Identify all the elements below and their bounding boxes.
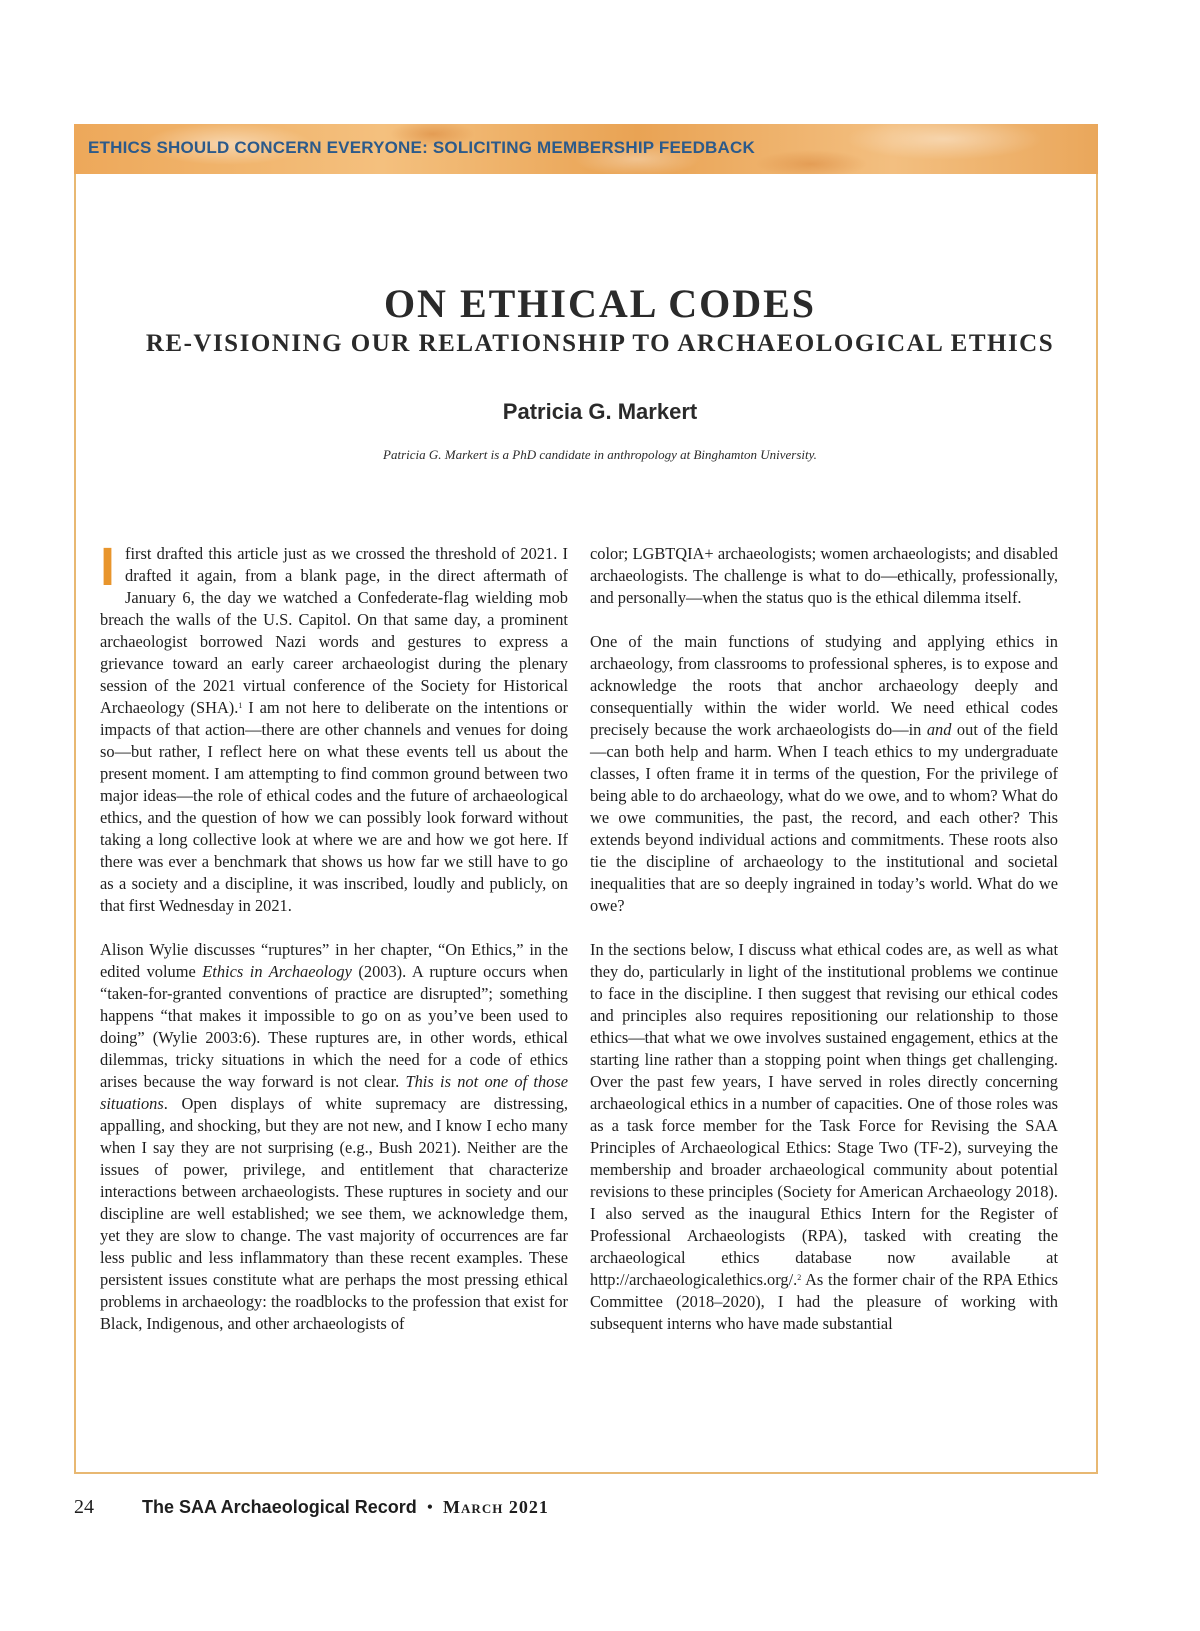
footnote-ref-2: 2 (797, 1273, 802, 1282)
paragraph-4: One of the main functions of studying and applying ethics in archaeology, from classrooms to professional spheres, is to expose and acknowledge the roots that anchor archaeology deeply and consequentially within the wider world. We need ethical codes precisely because the work archaeologists do—in and out of the field—can both help and harm. When I teach ethics to my undergraduate classes, I often frame it in terms of the question, For the privilege of being able to do archaeology, what do we owe, and to whom? What do we owe communities, the past, the record, and each other? This extends beyond individual actions and commitments. These roots also tie the discipline of archaeology to the institutional and societal inequalities that are so deeply ingrained in today’s world. What do we owe? (590, 632, 1058, 915)
banner-text: ETHICS SHOULD CONCERN EVERYONE: SOLICITING MEMBERSHIP FEEDBACK (88, 138, 755, 157)
drop-cap: I (100, 537, 116, 597)
issue-date: March 2021 (443, 1497, 549, 1517)
article-subtitle: RE-VISIONING OUR RELATIONSHIP TO ARCHAEOLOGICAL ETHICS (145, 330, 1055, 357)
right-column (590, 543, 1058, 1357)
author-name: Patricia G. Markert (502, 399, 698, 424)
page-footer (74, 1496, 549, 1526)
article-title: ON ETHICAL CODES (383, 281, 817, 326)
paragraph-3: color; LGBTQIA+ archaeologists; women archaeologists; and disabled archaeologists. The challenge is what to do—ethically, professionally, and personally—when the status quo is the ethical dilemma itself. (590, 544, 1058, 607)
paragraph-1: Ifirst drafted this article just as we crossed the threshold of 2021. I drafted it again, from a blank page, in the direct aftermath of January 6, the day we watched a Confederate-flag wielding mob breach the walls of the U.S. Capitol. On that same day, a prominent archaeologist borrowed Nazi words and gestures to express a grievance toward an early career archaeologist during the plenary session of the 2021 virtual conference of the Society for Historical Archaeology (SHA).$^1$ I am not here to deliberate on the intentions or impacts of that action—there are other channels and venues for doing so—but rather, I reflect here on what these events tell us about the present moment. I am attempting to find common ground between two major ideas—the role of ethical codes and the future of archaeological ethics, and the question of how we can possibly look forward without taking a long collective look at where we are and how we got here. If there was ever a benchmark that shows us how far we still have to go as a society and a discipline, it was inscribed, loudly and publicly, on that first Wednesday in 2021. (100, 537, 568, 915)
section-banner (74, 124, 1098, 174)
journal-name: The SAA Archaeological Record (142, 1497, 417, 1517)
author-bio: Patricia G. Markert is a PhD candidate in anthropology at Binghamton University. (383, 447, 817, 462)
paragraph-2: Alison Wylie discusses “ruptures” in her chapter, “On Ethics,” in the edited volume Ethics in Archaeology (2003). A rupture occurs when “taken-for-granted conventions of practice are disrupted”; something happens “that makes it impossible to go on as you’ve been used to doing” (Wylie 2003:6). These ruptures are, in other words, ethical dilemmas, tricky situations in which the need for a code of ethics arises because the way forward is not clear. This is not one of those situations. Open displays of white supremacy are distressing, appalling, and shocking, but they are not new, and I know I echo many when I say they are not surprising (e.g., Bush 2021). Neither are the issues of power, privilege, and entitlement that characterize interactions between archaeologists. These ruptures in society and our discipline are well established; we see them, we acknowledge them, yet they are slow to change. The vast majority of occurrences are far less public and less inflammatory than these recent examples. These persistent issues constitute what are perhaps the most pressing ethical problems in archaeology: the roadblocks to the profession that exist for Black, Indigenous, and other archaeologists of (100, 940, 568, 1333)
bullet-separator: • (426, 1497, 434, 1517)
paragraph-5: In the sections below, I discuss what ethical codes are, as well as what they do, particularly in light of the institutional problems we continue to face in the discipline. I then suggest that revising our ethical codes and principles also requires repositioning our relationship to those ethics—that what we owe involves sustained engagement, ethics at the starting line rather than a stopping point when things get challenging. Over the past few years, I have served in roles directly concerning archaeological ethics in a number of capacities. One of those roles was as a task force member for the Task Force for Revising the SAA Principles of Archaeological Ethics: Stage Two (TF-2), surveying the membership and broader archaeological community about potential revisions to these principles (Society for American Archaeology 2018). I also served as the inaugural Ethics Intern for the Register of Professional Archaeologists (RPA), tasked with creating the archaeological ethics database now available at http://archaeologicalethics.org/.$^2$ As the former chair of the RPA Ethics Committee (2018–2020), I had the pleasure of working with subsequent interns who have made substantial (590, 940, 1058, 1333)
page-number: 24 (74, 1496, 94, 1518)
footnote-ref-1: 1 (238, 701, 243, 710)
left-column (100, 537, 568, 1357)
